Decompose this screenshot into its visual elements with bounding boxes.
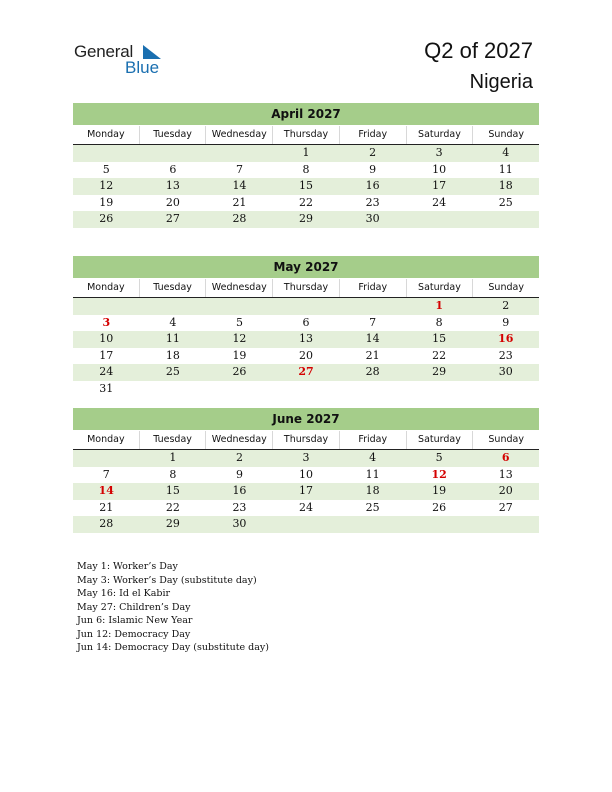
month-calendar-june [73, 408, 539, 533]
holiday-day-cell: 14 [98, 484, 114, 497]
weekday-label: Monday [87, 129, 125, 140]
day-cell [73, 298, 140, 315]
month-calendar-may [73, 256, 539, 397]
week-row [73, 381, 539, 398]
holiday-note: Jun 14: Democracy Day (substitute day) [77, 642, 269, 653]
month-title: June 2027 [73, 408, 539, 430]
day-cell: 12 [99, 179, 114, 192]
day-cell: 26 [432, 500, 447, 514]
day-cell [406, 381, 473, 398]
day-cell [206, 381, 273, 398]
day-cell: 5 [235, 315, 243, 329]
weekday-label: Friday [339, 126, 406, 144]
week-row [73, 178, 539, 195]
day-cell: 15 [299, 179, 314, 192]
day-cell: 16 [232, 484, 247, 497]
day-cell: 21 [99, 500, 114, 514]
day-cell: 9 [235, 467, 243, 481]
day-cell: 5 [435, 451, 443, 464]
day-cell: 4 [169, 315, 177, 329]
day-cell: 18 [498, 179, 513, 192]
day-cell: 30 [232, 517, 247, 530]
day-cell: 3 [302, 451, 310, 464]
day-cell: 20 [299, 348, 314, 362]
weekday-label: Sunday [472, 279, 539, 297]
holiday-note: Jun 6: Islamic New Year [77, 615, 193, 626]
day-cell: 20 [165, 195, 180, 209]
weekday-label: Monday [87, 282, 125, 293]
day-cell: 28 [99, 517, 114, 530]
day-cell: 11 [165, 332, 180, 345]
day-cell: 22 [432, 348, 447, 362]
day-cell: 23 [365, 195, 380, 209]
weekday-label: Wednesday [205, 279, 272, 297]
day-cell: 21 [365, 348, 380, 362]
day-cell [472, 211, 539, 228]
weekday-header-row [73, 279, 539, 298]
day-cell: 25 [498, 195, 513, 209]
day-cell [472, 516, 539, 533]
weekday-label: Friday [339, 279, 406, 297]
day-cell: 26 [232, 365, 247, 378]
holiday-note: May 1: Worker’s Day [77, 561, 178, 572]
day-cell: 30 [365, 212, 380, 225]
weekday-header-row [73, 431, 539, 450]
day-cell: 31 [99, 381, 114, 395]
week-row [73, 162, 539, 179]
weekday-label: Saturday [406, 126, 473, 144]
weekday-label: Thursday [272, 279, 339, 297]
month-calendar-april [73, 103, 539, 228]
day-cell: 24 [432, 195, 447, 209]
day-cell: 25 [365, 500, 380, 514]
logo-text-blue: Blue [125, 58, 160, 77]
day-cell [73, 145, 140, 162]
quarter-title: Q2 of 2027 [424, 38, 533, 63]
week-row [73, 331, 539, 348]
day-cell: 27 [498, 500, 513, 514]
day-cell: 19 [432, 484, 447, 497]
day-cell [273, 381, 340, 398]
weekday-label: Friday [339, 431, 406, 449]
day-cell [273, 516, 340, 533]
day-cell: 24 [99, 365, 114, 378]
holiday-note: Jun 12: Democracy Day [77, 628, 191, 640]
holiday-note: May 16: Id el Kabir [77, 588, 171, 599]
day-cell [140, 381, 207, 398]
day-cell: 9 [369, 162, 377, 176]
day-cell: 21 [232, 195, 247, 209]
day-cell: 17 [432, 179, 447, 192]
day-cell: 20 [498, 484, 513, 497]
day-cell: 27 [165, 212, 180, 225]
day-cell: 8 [169, 467, 177, 481]
holiday-note: May 3: Worker’s Day (substitute day) [77, 574, 257, 586]
logo-text-general: General [74, 42, 134, 61]
holiday-day-cell: 3 [102, 315, 111, 329]
day-cell: 30 [498, 365, 513, 378]
day-cell [273, 298, 340, 315]
day-cell: 13 [498, 467, 513, 481]
day-cell [140, 145, 207, 162]
day-cell: 6 [302, 315, 310, 329]
day-cell: 29 [432, 365, 447, 378]
day-cell: 23 [498, 348, 513, 362]
holiday-day-cell: 12 [431, 467, 447, 481]
day-cell [472, 381, 539, 398]
weekday-label: Wednesday [205, 431, 272, 449]
day-cell: 6 [169, 162, 177, 176]
day-cell: 10 [432, 162, 447, 176]
day-cell: 15 [432, 332, 447, 345]
day-cell: 18 [165, 348, 180, 362]
day-cell: 19 [99, 195, 114, 209]
weekday-label: Thursday [272, 431, 339, 449]
week-row [73, 315, 539, 332]
day-cell: 5 [102, 162, 110, 176]
day-cell [339, 516, 406, 533]
holiday-day-cell: 1 [435, 299, 443, 312]
day-cell: 22 [299, 195, 314, 209]
day-cell: 29 [299, 212, 314, 225]
month-title: May 2027 [73, 256, 539, 278]
day-cell: 28 [365, 365, 380, 378]
week-row [73, 298, 539, 315]
day-cell: 7 [369, 315, 377, 329]
day-cell: 29 [165, 517, 180, 530]
day-cell: 2 [369, 146, 377, 159]
weekday-label: Tuesday [139, 431, 206, 449]
day-cell: 13 [299, 332, 314, 345]
weekday-label: Saturday [406, 431, 473, 449]
weekday-label: Tuesday [139, 126, 206, 144]
brand-logo [74, 42, 174, 78]
day-cell: 16 [365, 179, 380, 192]
week-row [73, 195, 539, 212]
day-cell: 26 [99, 212, 114, 225]
day-cell: 11 [365, 467, 380, 481]
day-cell: 22 [165, 500, 180, 514]
weekday-label: Monday [87, 434, 125, 445]
day-cell: 19 [232, 348, 247, 362]
day-cell: 17 [99, 348, 114, 362]
day-cell [339, 298, 406, 315]
day-cell: 7 [235, 162, 243, 176]
day-cell [406, 516, 473, 533]
day-cell: 17 [299, 484, 314, 497]
day-cell: 8 [435, 315, 443, 329]
day-cell [406, 211, 473, 228]
day-cell: 14 [365, 332, 380, 345]
weekday-label: Sunday [472, 126, 539, 144]
weekday-label: Wednesday [205, 126, 272, 144]
week-row [73, 348, 539, 365]
day-cell: 18 [365, 484, 380, 497]
day-cell: 2 [235, 451, 243, 464]
day-cell: 3 [435, 146, 443, 159]
day-cell: 1 [169, 451, 177, 464]
day-cell [206, 145, 273, 162]
day-cell: 25 [165, 365, 180, 378]
holiday-day-cell: 27 [298, 365, 314, 378]
day-cell [206, 298, 273, 315]
day-cell: 28 [232, 212, 247, 225]
day-cell: 4 [369, 451, 377, 464]
holiday-day-cell: 16 [498, 332, 514, 345]
day-cell: 10 [299, 467, 314, 481]
week-row [73, 145, 539, 162]
week-row [73, 483, 539, 500]
holiday-note: May 27: Children’s Day [77, 601, 191, 613]
holiday-day-cell: 6 [501, 451, 510, 464]
day-cell: 10 [99, 332, 114, 345]
day-cell: 24 [299, 500, 314, 514]
week-row [73, 450, 539, 467]
day-cell [73, 450, 140, 467]
month-title: April 2027 [73, 103, 539, 125]
week-row [73, 516, 539, 533]
day-cell: 1 [302, 146, 310, 159]
day-cell [339, 381, 406, 398]
day-cell [140, 298, 207, 315]
day-cell: 12 [232, 332, 247, 345]
day-cell: 7 [102, 467, 110, 481]
week-row [73, 364, 539, 381]
week-row [73, 211, 539, 228]
weekday-header-row [73, 126, 539, 145]
weekday-label: Tuesday [139, 279, 206, 297]
country-name: Nigeria [469, 71, 533, 93]
week-row [73, 467, 539, 484]
weekday-label: Thursday [272, 126, 339, 144]
day-cell: 14 [232, 179, 247, 192]
weekday-label: Saturday [406, 279, 473, 297]
day-cell: 9 [502, 315, 510, 329]
day-cell: 4 [502, 146, 510, 159]
day-cell: 2 [502, 299, 510, 312]
day-cell: 23 [232, 500, 247, 514]
day-cell: 13 [165, 179, 180, 192]
day-cell: 11 [498, 162, 513, 176]
day-cell: 8 [302, 162, 310, 176]
holiday-notes [77, 560, 269, 655]
weekday-label: Sunday [472, 431, 539, 449]
week-row [73, 500, 539, 517]
day-cell: 15 [165, 484, 180, 497]
